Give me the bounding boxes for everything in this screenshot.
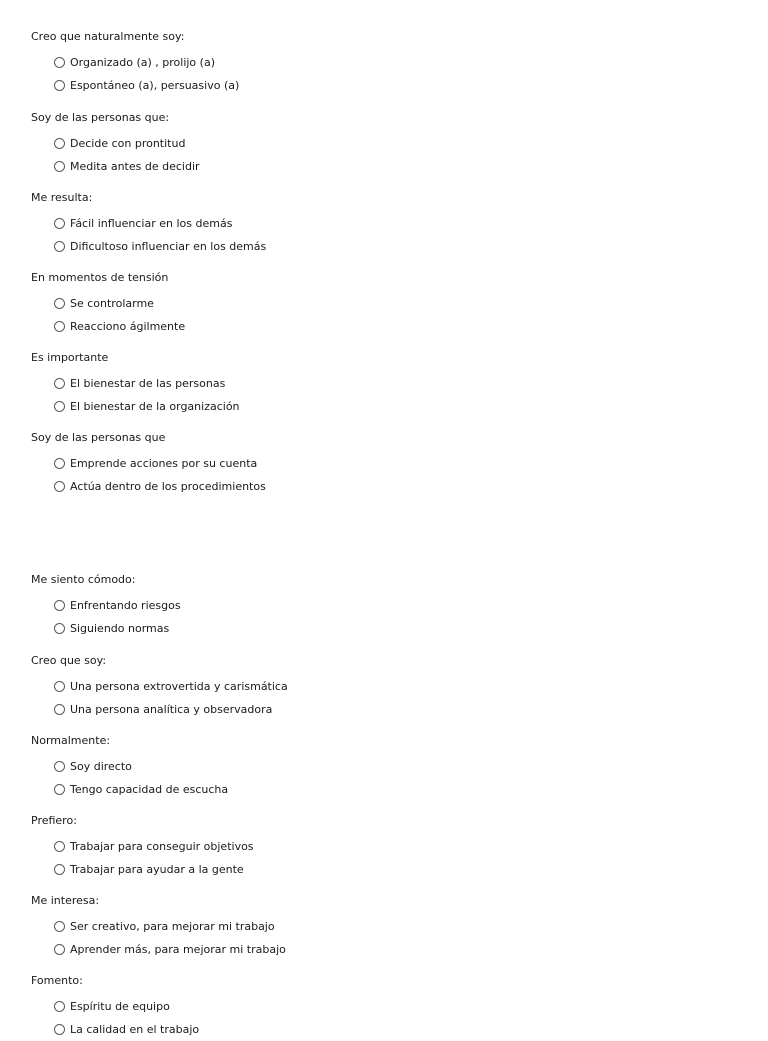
radio-option[interactable] — [54, 995, 731, 1018]
radio-option[interactable] — [54, 858, 731, 881]
option-label[interactable]: El bienestar de las personas — [70, 376, 226, 390]
option-label[interactable]: Trabajar para conseguir objetivos — [70, 839, 254, 853]
option-label[interactable]: Se controlarme — [70, 296, 154, 310]
option-label[interactable]: Actúa dentro de los procedimientos — [70, 479, 266, 493]
question-11 — [31, 893, 731, 961]
question-3 — [31, 190, 731, 258]
question-label: Soy de las personas que: — [31, 111, 170, 124]
radio-button[interactable] — [54, 864, 65, 875]
radio-group — [31, 372, 731, 418]
radio-button[interactable] — [54, 401, 65, 412]
radio-option[interactable] — [54, 212, 731, 235]
question-12 — [31, 973, 731, 1041]
radio-button[interactable] — [54, 80, 65, 91]
radio-button[interactable] — [54, 481, 65, 492]
question-2 — [31, 110, 731, 178]
option-label[interactable]: Fácil influenciar en los demás — [70, 216, 233, 230]
radio-option[interactable] — [54, 315, 731, 338]
radio-button[interactable] — [54, 681, 65, 692]
radio-option[interactable] — [54, 452, 731, 475]
radio-button[interactable] — [54, 841, 65, 852]
question-label: Prefiero: — [31, 814, 77, 827]
radio-group — [31, 452, 731, 498]
question-9 — [31, 733, 731, 801]
radio-button[interactable] — [54, 1001, 65, 1012]
option-label[interactable]: Decide con prontitud — [70, 136, 186, 150]
question-label: Me resulta: — [31, 191, 93, 204]
radio-group — [31, 995, 731, 1041]
radio-group — [31, 755, 731, 801]
question-label: Normalmente: — [31, 734, 111, 747]
radio-group — [31, 212, 731, 258]
question-6 — [31, 430, 731, 498]
radio-button[interactable] — [54, 458, 65, 469]
option-label[interactable]: Siguiendo normas — [70, 621, 170, 635]
option-label[interactable]: Reacciono ágilmente — [70, 319, 186, 333]
radio-button[interactable] — [54, 921, 65, 932]
option-label[interactable]: Emprende acciones por su cuenta — [70, 456, 258, 470]
radio-option[interactable] — [54, 475, 731, 498]
radio-option[interactable] — [54, 74, 731, 97]
radio-option[interactable] — [54, 698, 731, 721]
option-label[interactable]: Organizado (a) , prolijo (a) — [70, 55, 215, 69]
radio-option[interactable] — [54, 1018, 731, 1041]
question-1 — [31, 29, 731, 97]
radio-option[interactable] — [54, 235, 731, 258]
radio-option[interactable] — [54, 51, 731, 74]
radio-group — [31, 675, 731, 721]
question-10 — [31, 813, 731, 881]
option-label[interactable]: Una persona analítica y observadora — [70, 702, 273, 716]
radio-option[interactable] — [54, 395, 731, 418]
option-label[interactable]: Trabajar para ayudar a la gente — [70, 862, 244, 876]
radio-group — [31, 835, 731, 881]
question-label: Creo que soy: — [31, 654, 107, 667]
radio-option[interactable] — [54, 372, 731, 395]
radio-option[interactable] — [54, 675, 731, 698]
radio-button[interactable] — [54, 784, 65, 795]
radio-option[interactable] — [54, 778, 731, 801]
radio-button[interactable] — [54, 57, 65, 68]
radio-button[interactable] — [54, 704, 65, 715]
option-label[interactable]: Enfrentando riesgos — [70, 598, 181, 612]
radio-button[interactable] — [54, 761, 65, 772]
radio-group — [31, 594, 731, 640]
radio-option[interactable] — [54, 132, 731, 155]
question-label: Creo que naturalmente soy: — [31, 30, 185, 43]
question-4 — [31, 270, 731, 338]
radio-option[interactable] — [54, 835, 731, 858]
option-label[interactable]: Aprender más, para mejorar mi trabajo — [70, 942, 286, 956]
radio-option[interactable] — [54, 915, 731, 938]
radio-option[interactable] — [54, 594, 731, 617]
radio-option[interactable] — [54, 292, 731, 315]
radio-button[interactable] — [54, 321, 65, 332]
radio-button[interactable] — [54, 600, 65, 611]
question-label: Es importante — [31, 351, 109, 364]
option-label[interactable]: Medita antes de decidir — [70, 159, 200, 173]
radio-option[interactable] — [54, 155, 731, 178]
radio-group — [31, 915, 731, 961]
radio-option[interactable] — [54, 617, 731, 640]
option-label[interactable]: El bienestar de la organización — [70, 399, 240, 413]
radio-button[interactable] — [54, 138, 65, 149]
question-label: Me interesa: — [31, 894, 100, 907]
radio-button[interactable] — [54, 161, 65, 172]
option-label[interactable]: Ser creativo, para mejorar mi trabajo — [70, 919, 275, 933]
radio-button[interactable] — [54, 298, 65, 309]
option-label[interactable]: Soy directo — [70, 759, 132, 773]
option-label[interactable]: Dificultoso influenciar en los demás — [70, 239, 267, 253]
radio-option[interactable] — [54, 938, 731, 961]
option-label[interactable]: Una persona extrovertida y carismática — [70, 679, 288, 693]
radio-button[interactable] — [54, 623, 65, 634]
option-label[interactable]: La calidad en el trabajo — [70, 1022, 200, 1036]
question-label: Me siento cómodo: — [31, 573, 136, 586]
radio-group — [31, 292, 731, 338]
question-5 — [31, 350, 731, 418]
question-label: Fomento: — [31, 974, 83, 987]
question-label: Soy de las personas que — [31, 431, 166, 444]
radio-button[interactable] — [54, 218, 65, 229]
option-label[interactable]: Espíritu de equipo — [70, 999, 170, 1013]
radio-option[interactable] — [54, 755, 731, 778]
radio-button[interactable] — [54, 1024, 65, 1035]
radio-group — [31, 51, 731, 97]
option-label[interactable]: Tengo capacidad de escucha — [70, 782, 229, 796]
question-7 — [31, 572, 731, 640]
question-label: En momentos de tensión — [31, 271, 169, 284]
radio-button[interactable] — [54, 378, 65, 389]
radio-button[interactable] — [54, 241, 65, 252]
question-8 — [31, 653, 731, 721]
option-label[interactable]: Espontáneo (a), persuasivo (a) — [70, 78, 240, 92]
radio-button[interactable] — [54, 944, 65, 955]
radio-group — [31, 132, 731, 178]
